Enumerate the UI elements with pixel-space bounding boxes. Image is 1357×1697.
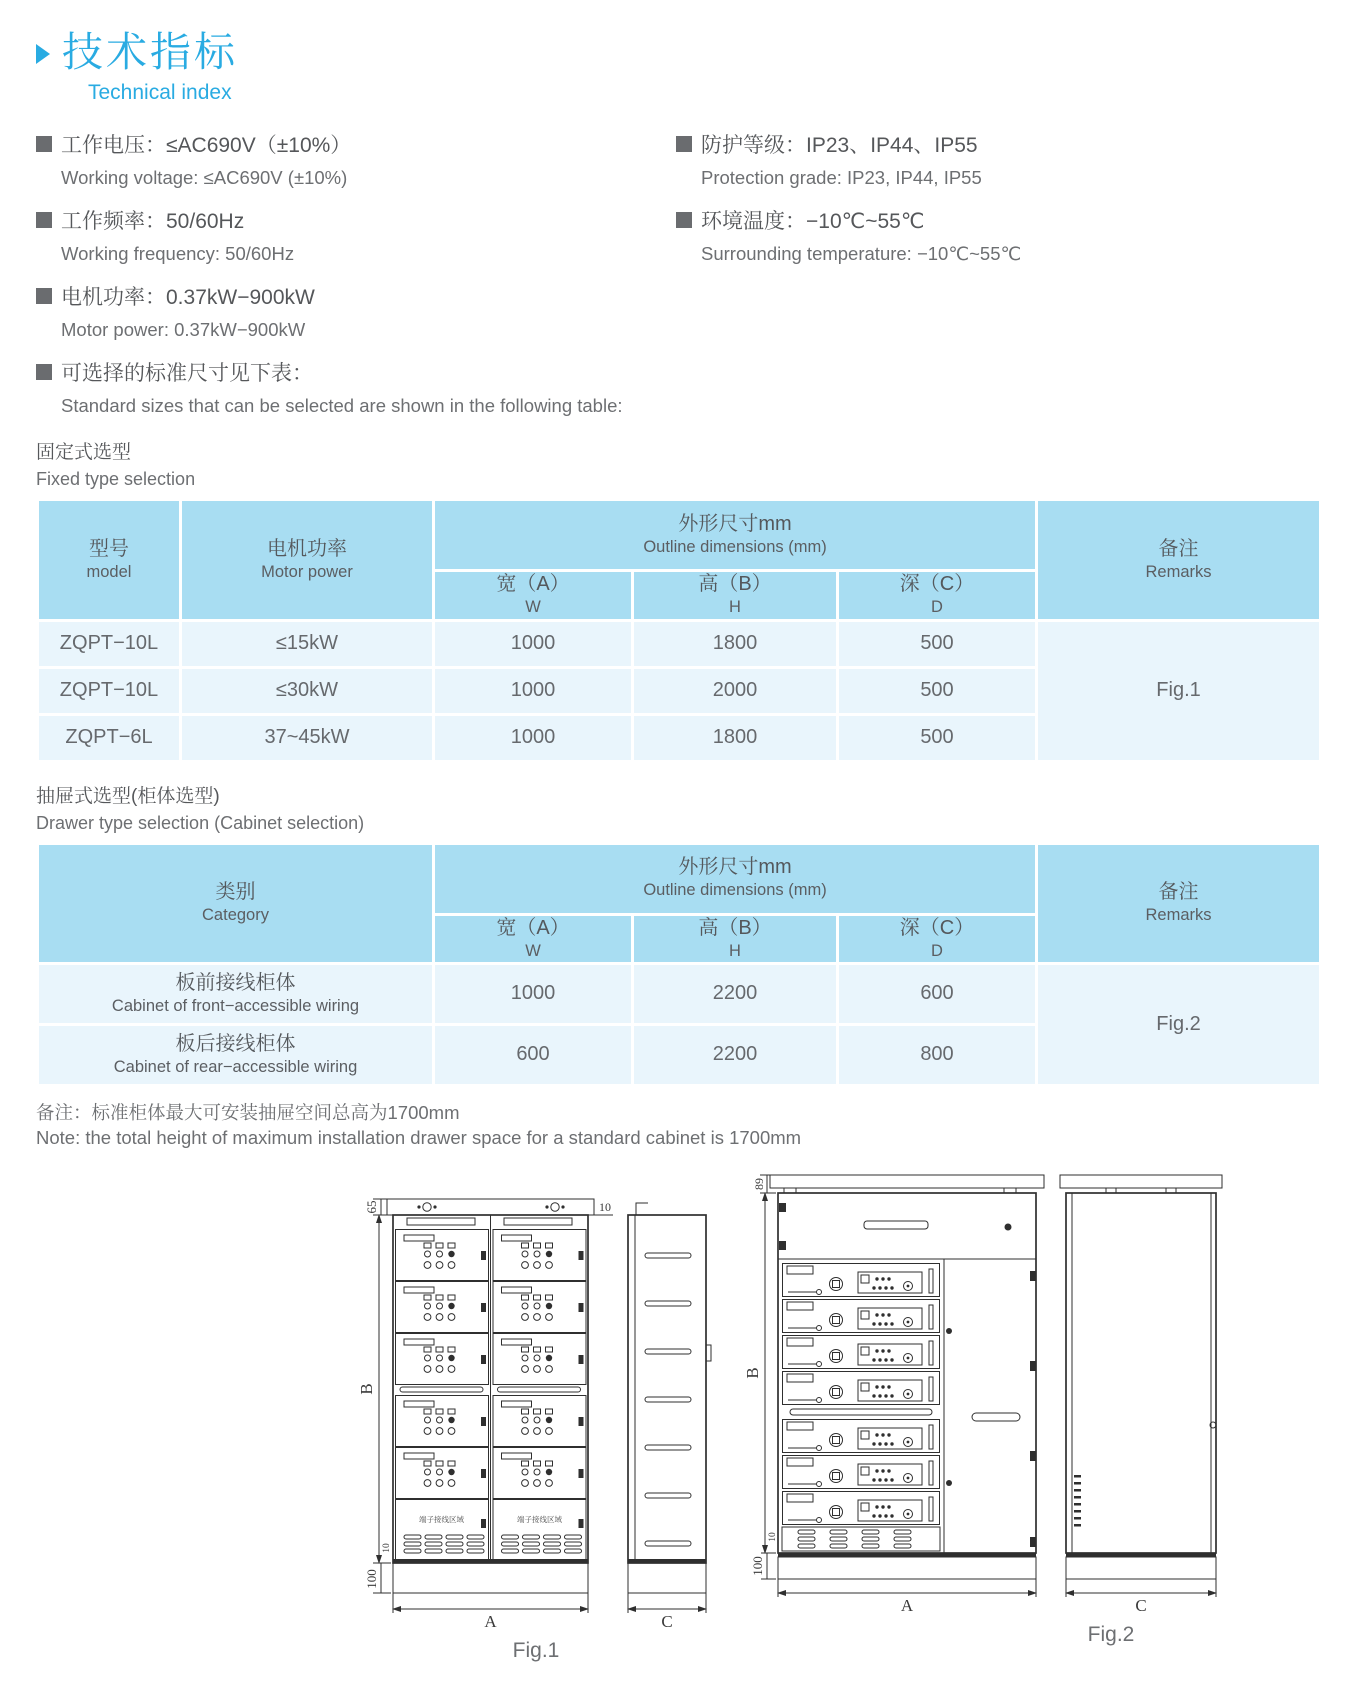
spec-label-en: Protection grade: IP23, IP44, IP55 bbox=[701, 167, 982, 189]
table-row bbox=[39, 965, 1319, 1023]
dim-label-100: 100 bbox=[364, 1569, 379, 1589]
spec-label-zh: 环境温度：−10℃~55℃ bbox=[701, 210, 925, 234]
fixed-type-table bbox=[36, 498, 1322, 762]
spec-label-en: Motor power: 0.37kW−900kW bbox=[61, 319, 306, 341]
col-header-width: 宽（A） W bbox=[435, 572, 631, 618]
dim-label-10: 10 bbox=[768, 1532, 778, 1542]
drawer-type-table bbox=[36, 842, 1322, 1087]
dim-label-10-top: 10 bbox=[599, 1199, 611, 1214]
bullet-square-icon bbox=[36, 364, 52, 380]
cell-height: 1800 bbox=[634, 716, 836, 760]
cell-category: 板前接线柜体 Cabinet of front−accessible wiring bbox=[39, 965, 432, 1023]
cell-power: 37~45kW bbox=[182, 716, 432, 760]
spec-item bbox=[36, 357, 676, 417]
arrow-icon bbox=[36, 44, 50, 64]
spec-list bbox=[36, 129, 1322, 433]
col-header-motor-power: 电机功率 Motor power bbox=[182, 501, 432, 618]
spec-item bbox=[676, 129, 1322, 189]
dim-label-B: B bbox=[357, 1383, 376, 1395]
fig1-top-handle-icon bbox=[417, 1203, 564, 1211]
cell-width: 1000 bbox=[435, 669, 631, 713]
cell-depth: 500 bbox=[839, 622, 1035, 666]
spec-label-zh: 电机功率：0.37kW−900kW bbox=[61, 286, 315, 310]
page-subtitle: Technical index bbox=[88, 81, 232, 105]
spec-item bbox=[36, 205, 676, 265]
section-title-zh: 抽屉式选型(柜体选型) bbox=[36, 785, 220, 807]
fig2-side-view bbox=[1060, 1175, 1222, 1615]
spec-item bbox=[36, 129, 676, 189]
spec-label-en: Standard sizes that can be selected are shown in the following table: bbox=[61, 395, 623, 417]
dim-label-100: 100 bbox=[750, 1556, 765, 1576]
col-header-width: 宽（A） W bbox=[435, 916, 631, 962]
cell-height: 2200 bbox=[634, 965, 836, 1023]
fig1-front-view bbox=[357, 1199, 613, 1631]
figures-area bbox=[36, 1157, 1322, 1697]
cell-width: 1000 bbox=[435, 716, 631, 760]
section-drawer-type bbox=[36, 781, 1322, 834]
cell-remark: Fig.1 bbox=[1038, 622, 1319, 760]
col-header-model: 型号 model bbox=[39, 501, 179, 618]
fig2-dimensions bbox=[743, 1175, 1036, 1615]
col-header-outline-dimensions: 外形尺寸mm Outline dimensions (mm) bbox=[435, 845, 1035, 913]
dim-label-89: 89 bbox=[752, 1177, 766, 1190]
bullet-square-icon bbox=[676, 136, 692, 152]
cell-height: 2200 bbox=[634, 1026, 836, 1084]
dim-label-65: 65 bbox=[364, 1200, 379, 1214]
bullet-square-icon bbox=[36, 136, 52, 152]
cell-width: 1000 bbox=[435, 965, 631, 1023]
bullet-square-icon bbox=[36, 288, 52, 304]
cell-power: ≤30kW bbox=[182, 669, 432, 713]
spec-item bbox=[36, 281, 676, 341]
page-header bbox=[36, 30, 1322, 105]
dim-label-B: B bbox=[743, 1367, 762, 1379]
col-header-height: 高（B） H bbox=[634, 572, 836, 618]
note-zh: 备注：标准柜体最大可安装抽屉空间总高为1700mm bbox=[36, 1101, 460, 1123]
col-header-height: 高（B） H bbox=[634, 916, 836, 962]
spec-label-en: Surrounding temperature: −10℃~55℃ bbox=[701, 243, 1022, 265]
bullet-square-icon bbox=[36, 212, 52, 228]
cell-model: ZQPT−10L bbox=[39, 669, 179, 713]
dim-label-10: 10 bbox=[382, 1543, 392, 1553]
cell-width: 1000 bbox=[435, 622, 631, 666]
spec-label-en: Working frequency: 50/60Hz bbox=[61, 243, 295, 265]
spec-label-zh: 防护等级：IP23、IP44、IP55 bbox=[701, 134, 978, 158]
col-header-remarks: 备注 Remarks bbox=[1038, 845, 1319, 962]
cell-remark: Fig.2 bbox=[1038, 965, 1319, 1084]
fig1-caption: Fig.1 bbox=[512, 1638, 560, 1662]
figure-2-drawing bbox=[736, 1159, 1226, 1619]
cell-depth: 600 bbox=[839, 965, 1035, 1023]
cell-width: 600 bbox=[435, 1026, 631, 1084]
dim-label-C: C bbox=[1135, 1595, 1147, 1615]
cell-height: 2000 bbox=[634, 669, 836, 713]
col-header-category: 类别 Category bbox=[39, 845, 432, 962]
section-title-en: Drawer type selection (Cabinet selection) bbox=[36, 812, 365, 833]
bullet-square-icon bbox=[676, 212, 692, 228]
cell-depth: 500 bbox=[839, 669, 1035, 713]
spec-label-zh: 可选择的标准尺寸见下表： bbox=[61, 362, 313, 386]
cell-category: 板后接线柜体 Cabinet of rear−accessible wiring bbox=[39, 1026, 432, 1084]
page-title: 技术指标 bbox=[62, 29, 238, 75]
col-header-depth: 深（C） D bbox=[839, 916, 1035, 962]
col-header-outline-dimensions: 外形尺寸mm Outline dimensions (mm) bbox=[435, 501, 1035, 569]
fig2-front-view bbox=[743, 1175, 1044, 1615]
section-title-zh: 固定式选型 bbox=[36, 442, 132, 464]
fig2-caption: Fig.2 bbox=[1087, 1622, 1135, 1646]
cell-power: ≤15kW bbox=[182, 622, 432, 666]
cell-model: ZQPT−6L bbox=[39, 716, 179, 760]
spec-label-zh: 工作电压：≤AC690V（±10%） bbox=[61, 134, 352, 158]
cell-depth: 800 bbox=[839, 1026, 1035, 1084]
note bbox=[36, 1101, 1322, 1151]
spec-label-zh: 工作频率：50/60Hz bbox=[61, 210, 245, 234]
figure-1-drawing bbox=[336, 1171, 716, 1631]
section-title-en: Fixed type selection bbox=[36, 469, 196, 490]
cell-model: ZQPT−10L bbox=[39, 622, 179, 666]
col-header-depth: 深（C） D bbox=[839, 572, 1035, 618]
section-fixed-type bbox=[36, 437, 1322, 490]
dim-label-C: C bbox=[661, 1611, 673, 1631]
spec-item bbox=[676, 205, 1322, 265]
fig1-side-view bbox=[628, 1203, 711, 1631]
table-row bbox=[39, 622, 1319, 666]
cell-height: 1800 bbox=[634, 622, 836, 666]
spec-label-en: Working voltage: ≤AC690V (±10%) bbox=[61, 167, 348, 189]
spec-column-left bbox=[36, 129, 676, 433]
col-header-remarks: 备注 Remarks bbox=[1038, 501, 1319, 618]
dim-label-A: A bbox=[900, 1595, 914, 1615]
cell-depth: 500 bbox=[839, 716, 1035, 760]
fig1-terminal-area-label: 端子接线区域 bbox=[517, 1514, 562, 1524]
spec-column-right bbox=[676, 129, 1322, 433]
note-en: Note: the total height of maximum installation drawer space for a standard cabinet is 1700mm bbox=[36, 1126, 802, 1148]
fig1-terminal-area-label: 端子接线区域 bbox=[419, 1514, 464, 1524]
dim-label-A: A bbox=[484, 1611, 497, 1631]
